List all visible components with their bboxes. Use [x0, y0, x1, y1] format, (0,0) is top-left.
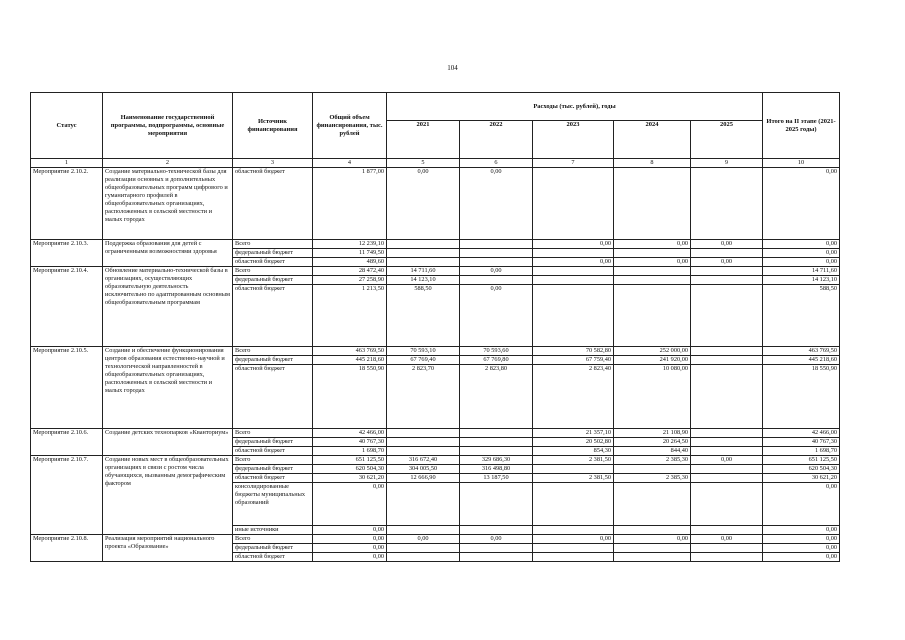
year-2024-cell — [614, 285, 691, 347]
total-cell: 0,00 — [313, 544, 387, 553]
header-stage-total: Итого на II этапе (2021-2025 годы) — [763, 93, 840, 159]
year-2024-cell — [614, 465, 691, 474]
year-2021-cell — [387, 429, 460, 438]
year-2021-cell — [387, 258, 460, 267]
year-2023-cell — [533, 526, 614, 535]
year-2023-cell: 0,00 — [533, 258, 614, 267]
source-cell: федеральный бюджет — [233, 465, 313, 474]
year-2025-cell — [691, 483, 763, 526]
activity-status: Мероприятие 2.10.8. — [31, 535, 103, 562]
activity-name: Поддержка образования для детей с ограниченными возможностями здоровья — [103, 240, 233, 267]
year-2022-cell: 2 823,80 — [460, 365, 533, 429]
year-2022-cell: 0,00 — [460, 168, 533, 240]
activity-name: Создание и обеспечение функционирования центров образования естественно-научной и технологической направленностей в общеобразовательных организациях, расположенных в сельской местности и малых городах — [103, 347, 233, 429]
year-2025-cell — [691, 249, 763, 258]
column-number: 9 — [691, 159, 763, 168]
header-year: 2023 — [533, 121, 614, 159]
stage-total-cell: 42 466,00 — [763, 429, 840, 438]
column-number-row — [31, 159, 840, 168]
column-number: 1 — [31, 159, 103, 168]
header-source: Источник финансирования — [233, 93, 313, 159]
year-2025-cell: 0,00 — [691, 535, 763, 544]
year-2024-cell — [614, 544, 691, 553]
year-2022-cell — [460, 553, 533, 562]
year-2022-cell — [460, 544, 533, 553]
column-number: 8 — [614, 159, 691, 168]
year-2023-cell — [533, 249, 614, 258]
source-cell: Всего — [233, 456, 313, 465]
total-cell: 42 466,00 — [313, 429, 387, 438]
year-2021-cell: 0,00 — [387, 535, 460, 544]
total-cell: 1 213,50 — [313, 285, 387, 347]
year-2024-cell: 21 108,90 — [614, 429, 691, 438]
total-cell: 0,00 — [313, 526, 387, 535]
column-number: 7 — [533, 159, 614, 168]
source-cell: областной бюджет — [233, 365, 313, 429]
year-2023-cell: 854,30 — [533, 447, 614, 456]
year-2021-cell: 588,50 — [387, 285, 460, 347]
year-2022-cell: 316 498,80 — [460, 465, 533, 474]
year-2022-cell: 67 769,80 — [460, 356, 533, 365]
year-2021-cell — [387, 447, 460, 456]
source-cell: областной бюджет — [233, 258, 313, 267]
year-2023-cell — [533, 276, 614, 285]
header-year: 2022 — [460, 121, 533, 159]
year-2025-cell — [691, 168, 763, 240]
year-2022-cell: 0,00 — [460, 535, 533, 544]
stage-total-cell: 18 550,90 — [763, 365, 840, 429]
activity-name: Создание детских технопарков «Кванториум» — [103, 429, 233, 456]
year-2023-cell: 70 582,80 — [533, 347, 614, 356]
year-2021-cell: 0,00 — [387, 168, 460, 240]
year-2022-cell: 13 187,50 — [460, 474, 533, 483]
source-cell: Всего — [233, 347, 313, 356]
year-2021-cell — [387, 544, 460, 553]
year-2023-cell: 2 823,40 — [533, 365, 614, 429]
year-2025-cell — [691, 267, 763, 276]
year-2024-cell: 2 385,30 — [614, 456, 691, 465]
activity-name: Реализация мероприятий национального проекта «Образование» — [103, 535, 233, 562]
year-2024-cell: 0,00 — [614, 535, 691, 544]
stage-total-cell: 0,00 — [763, 168, 840, 240]
activity-name: Создание новых мест в общеобразовательных организациях в связи с ростом числа обучающихся, вызванным демографическим фактором — [103, 456, 233, 535]
column-number: 4 — [313, 159, 387, 168]
year-2025-cell — [691, 365, 763, 429]
year-2023-cell — [533, 553, 614, 562]
total-cell: 651 125,50 — [313, 456, 387, 465]
source-cell: Всего — [233, 240, 313, 249]
year-2024-cell — [614, 249, 691, 258]
header-expenses: Расходы (тыс. рублей), годы — [387, 93, 763, 121]
year-2025-cell — [691, 276, 763, 285]
year-2023-cell: 20 502,80 — [533, 438, 614, 447]
year-2021-cell — [387, 249, 460, 258]
total-cell: 0,00 — [313, 483, 387, 526]
source-cell: Всего — [233, 429, 313, 438]
stage-total-cell: 463 769,50 — [763, 347, 840, 356]
year-2024-cell — [614, 553, 691, 562]
year-2022-cell: 329 686,30 — [460, 456, 533, 465]
year-2023-cell: 2 381,50 — [533, 456, 614, 465]
year-2023-cell — [533, 267, 614, 276]
year-2021-cell — [387, 438, 460, 447]
stage-total-cell: 0,00 — [763, 526, 840, 535]
page-number: 104 — [447, 64, 458, 72]
year-2024-cell — [614, 267, 691, 276]
stage-total-cell: 445 218,60 — [763, 356, 840, 365]
source-cell: областной бюджет — [233, 447, 313, 456]
column-number: 3 — [233, 159, 313, 168]
column-number: 6 — [460, 159, 533, 168]
year-2023-cell: 2 381,50 — [533, 474, 614, 483]
table-row — [31, 240, 840, 249]
column-number: 2 — [103, 159, 233, 168]
total-cell: 1 698,70 — [313, 447, 387, 456]
stage-total-cell: 14 123,10 — [763, 276, 840, 285]
source-cell: федеральный бюджет — [233, 276, 313, 285]
year-2024-cell: 252 000,00 — [614, 347, 691, 356]
activity-status: Мероприятие 2.10.3. — [31, 240, 103, 267]
column-number: 5 — [387, 159, 460, 168]
year-2025-cell: 0,00 — [691, 258, 763, 267]
year-2024-cell: 0,00 — [614, 258, 691, 267]
year-2025-cell — [691, 474, 763, 483]
activity-status: Мероприятие 2.10.5. — [31, 347, 103, 429]
source-cell: областной бюджет — [233, 285, 313, 347]
total-cell: 463 769,50 — [313, 347, 387, 356]
source-cell: федеральный бюджет — [233, 438, 313, 447]
total-cell: 40 767,30 — [313, 438, 387, 447]
total-cell: 0,00 — [313, 553, 387, 562]
year-2021-cell — [387, 553, 460, 562]
year-2021-cell: 304 005,50 — [387, 465, 460, 474]
table-body — [31, 168, 840, 562]
total-cell: 620 504,30 — [313, 465, 387, 474]
year-2022-cell: 0,00 — [460, 285, 533, 347]
activity-status: Мероприятие 2.10.4. — [31, 267, 103, 347]
source-cell: Всего — [233, 267, 313, 276]
table-row — [31, 347, 840, 356]
table-row — [31, 168, 840, 240]
year-2021-cell: 316 672,40 — [387, 456, 460, 465]
activity-status: Мероприятие 2.10.7. — [31, 456, 103, 535]
year-2022-cell — [460, 483, 533, 526]
stage-total-cell: 40 767,30 — [763, 438, 840, 447]
stage-total-cell: 0,00 — [763, 483, 840, 526]
year-2022-cell — [460, 276, 533, 285]
header-year: 2025 — [691, 121, 763, 159]
stage-total-cell: 1 698,70 — [763, 447, 840, 456]
year-2025-cell — [691, 526, 763, 535]
stage-total-cell: 0,00 — [763, 544, 840, 553]
year-2023-cell — [533, 285, 614, 347]
year-2025-cell — [691, 285, 763, 347]
year-2024-cell: 2 385,30 — [614, 474, 691, 483]
year-2021-cell: 14 123,10 — [387, 276, 460, 285]
source-cell: Всего — [233, 535, 313, 544]
year-2024-cell — [614, 483, 691, 526]
year-2023-cell — [533, 483, 614, 526]
year-2022-cell: 70 593,60 — [460, 347, 533, 356]
table-row — [31, 267, 840, 276]
year-2022-cell — [460, 249, 533, 258]
year-2025-cell — [691, 544, 763, 553]
column-number: 10 — [763, 159, 840, 168]
year-2022-cell — [460, 258, 533, 267]
activity-status: Мероприятие 2.10.6. — [31, 429, 103, 456]
year-2024-cell: 0,00 — [614, 240, 691, 249]
year-2024-cell: 241 920,00 — [614, 356, 691, 365]
table-row — [31, 456, 840, 465]
header-total: Общий объем финансирования, тыс. рублей — [313, 93, 387, 159]
year-2025-cell — [691, 447, 763, 456]
year-2025-cell: 0,00 — [691, 456, 763, 465]
stage-total-cell: 30 621,20 — [763, 474, 840, 483]
year-2021-cell — [387, 526, 460, 535]
year-2023-cell: 0,00 — [533, 535, 614, 544]
total-cell: 27 258,90 — [313, 276, 387, 285]
source-cell: федеральный бюджет — [233, 544, 313, 553]
stage-total-cell: 620 504,30 — [763, 465, 840, 474]
year-2021-cell — [387, 240, 460, 249]
activity-name: Создание материально-технической базы для реализации основных и дополнительных общеобразовательных программ цифрового и гуманитарного профилей в общеобразовательных организациях, расположенных в сельской местности и малых городах — [103, 168, 233, 240]
total-cell: 11 749,50 — [313, 249, 387, 258]
year-2025-cell — [691, 553, 763, 562]
source-cell: федеральный бюджет — [233, 249, 313, 258]
year-2021-cell — [387, 483, 460, 526]
year-2023-cell: 67 759,40 — [533, 356, 614, 365]
activity-status: Мероприятие 2.10.2. — [31, 168, 103, 240]
year-2023-cell — [533, 168, 614, 240]
source-cell: федеральный бюджет — [233, 356, 313, 365]
source-cell: областной бюджет — [233, 553, 313, 562]
year-2023-cell: 21 357,10 — [533, 429, 614, 438]
year-2022-cell — [460, 429, 533, 438]
financing-table — [30, 92, 840, 562]
year-2023-cell: 0,00 — [533, 240, 614, 249]
total-cell: 1 877,00 — [313, 168, 387, 240]
year-2022-cell — [460, 438, 533, 447]
year-2025-cell: 0,00 — [691, 240, 763, 249]
stage-total-cell: 0,00 — [763, 258, 840, 267]
total-cell: 18 550,90 — [313, 365, 387, 429]
header-year: 2021 — [387, 121, 460, 159]
stage-total-cell: 0,00 — [763, 240, 840, 249]
year-2025-cell — [691, 356, 763, 365]
stage-total-cell: 0,00 — [763, 553, 840, 562]
stage-total-cell: 0,00 — [763, 249, 840, 258]
year-2024-cell: 844,40 — [614, 447, 691, 456]
year-2022-cell — [460, 447, 533, 456]
year-2024-cell — [614, 526, 691, 535]
year-2025-cell — [691, 347, 763, 356]
year-2023-cell — [533, 544, 614, 553]
header-name: Наименование государственной программы, подпрограммы, основные мероприятия — [103, 93, 233, 159]
source-cell: областной бюджет — [233, 474, 313, 483]
stage-total-cell: 588,50 — [763, 285, 840, 347]
table-row — [31, 535, 840, 544]
year-2021-cell: 14 711,60 — [387, 267, 460, 276]
stage-total-cell: 651 125,50 — [763, 456, 840, 465]
year-2024-cell: 20 264,50 — [614, 438, 691, 447]
total-cell: 0,00 — [313, 535, 387, 544]
year-2022-cell — [460, 526, 533, 535]
year-2021-cell: 70 593,10 — [387, 347, 460, 356]
stage-total-cell: 0,00 — [763, 535, 840, 544]
year-2025-cell — [691, 438, 763, 447]
year-2021-cell: 67 769,40 — [387, 356, 460, 365]
source-cell: иные источники — [233, 526, 313, 535]
year-2023-cell — [533, 465, 614, 474]
year-2024-cell — [614, 276, 691, 285]
total-cell: 489,60 — [313, 258, 387, 267]
header-year: 2024 — [614, 121, 691, 159]
year-2022-cell — [460, 240, 533, 249]
year-2024-cell — [614, 168, 691, 240]
year-2022-cell: 0,00 — [460, 267, 533, 276]
table-row — [31, 429, 840, 438]
year-2025-cell — [691, 429, 763, 438]
header-status: Статус — [31, 93, 103, 159]
total-cell: 30 621,20 — [313, 474, 387, 483]
total-cell: 28 472,40 — [313, 267, 387, 276]
source-cell: областной бюджет — [233, 168, 313, 240]
activity-name: Обновление материально-технической базы в организациях, осуществляющих образовательную деятельность исключительно по адаптированным основным общеобразовательным программам — [103, 267, 233, 347]
year-2021-cell: 2 823,70 — [387, 365, 460, 429]
source-cell: консолидированные бюджеты муниципальных образований — [233, 483, 313, 526]
year-2024-cell: 10 080,00 — [614, 365, 691, 429]
year-2021-cell: 12 666,90 — [387, 474, 460, 483]
total-cell: 445 218,60 — [313, 356, 387, 365]
total-cell: 12 239,10 — [313, 240, 387, 249]
stage-total-cell: 14 711,60 — [763, 267, 840, 276]
year-2025-cell — [691, 465, 763, 474]
